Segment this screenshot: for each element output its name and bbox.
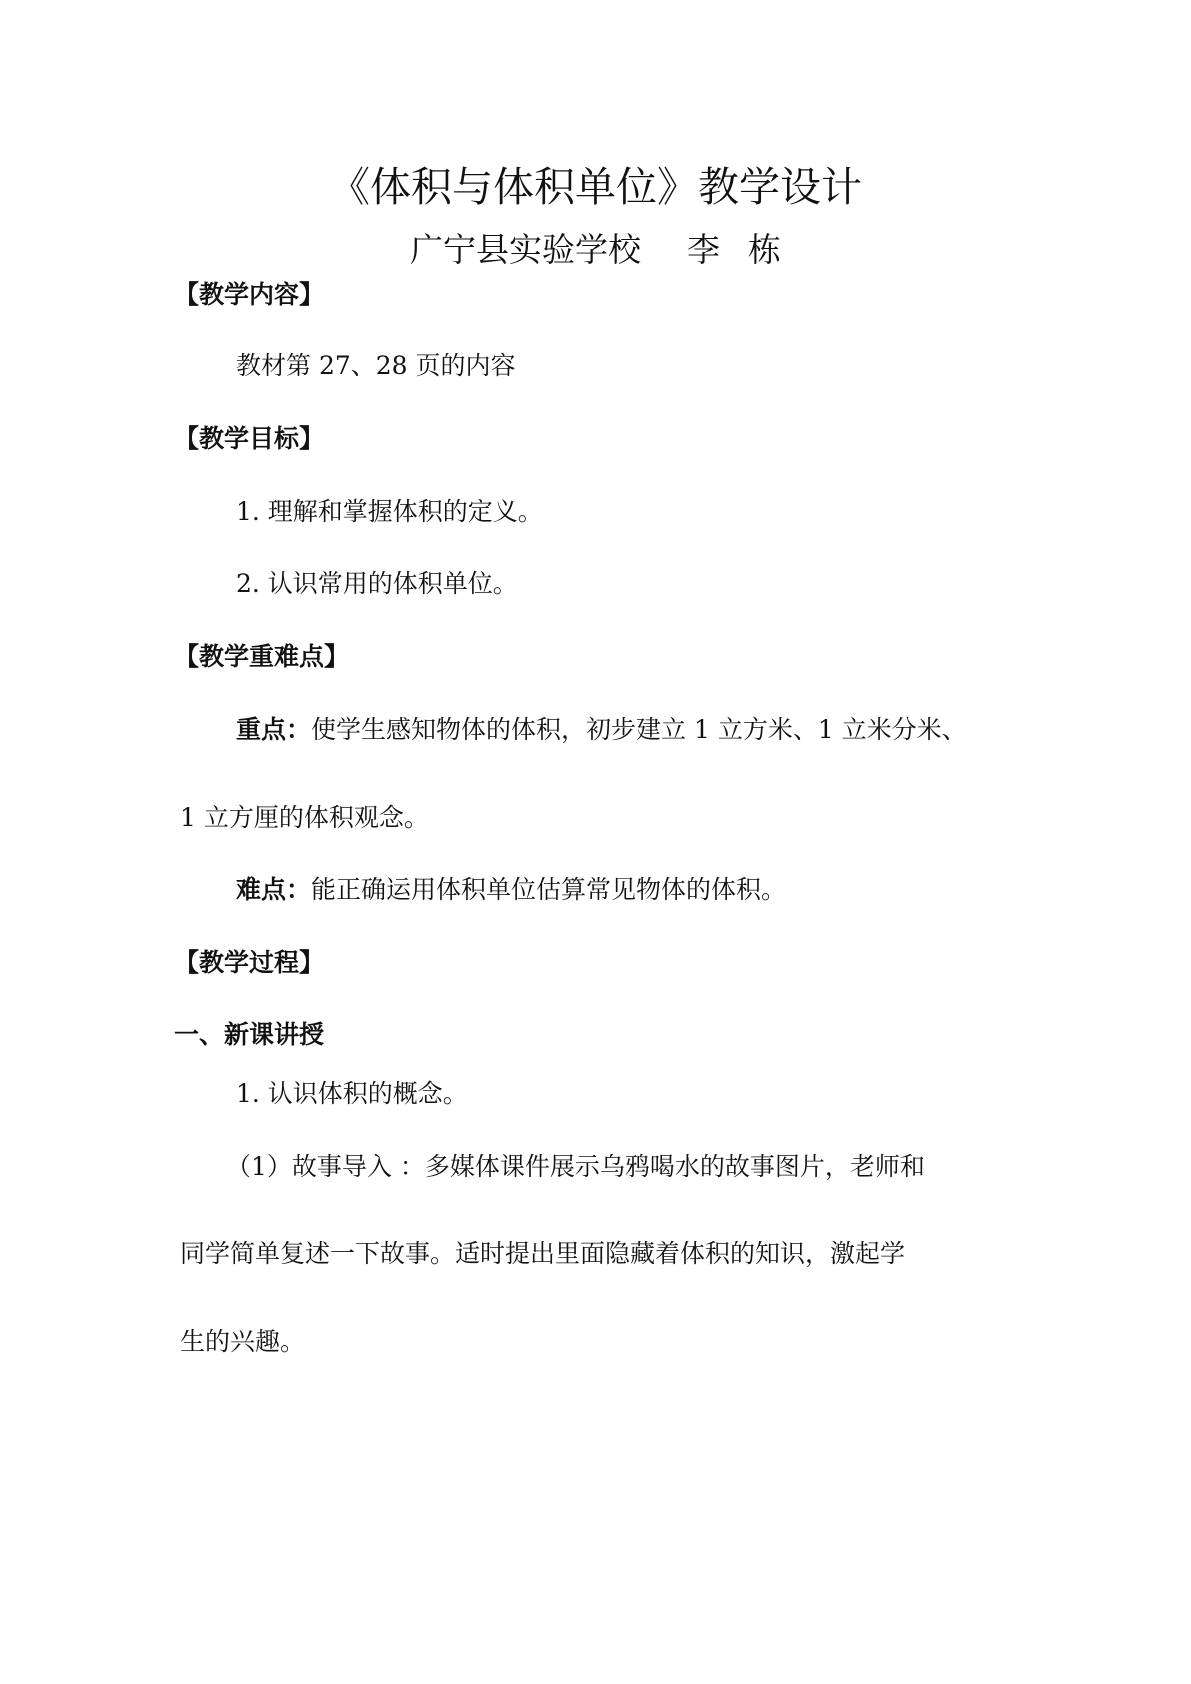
- heading-teaching-process: 【教学过程】: [174, 948, 325, 977]
- key-point-label: 重点：: [236, 715, 312, 744]
- author-line: [0, 230, 1191, 270]
- key-point-line-2: 1 立方厘的体积观念。: [180, 803, 429, 832]
- key-point-text: 使学生感知物体的体积，初步建立 1 立方米、1 立米分米、: [311, 715, 967, 744]
- author-surname: 李: [687, 230, 720, 269]
- heading-teaching-goals: 【教学目标】: [174, 424, 325, 453]
- author-given-name: 栋: [748, 230, 781, 269]
- story-paragraph-line-2: 同学简单复述一下故事。适时提出里面隐藏着体积的知识，激起学: [180, 1239, 906, 1268]
- heading-teaching-content: 【教学内容】: [174, 280, 325, 309]
- story-paragraph-line-1: （1）故事导入 ：多媒体课件展示乌鸦喝水的故事图片，老师和: [226, 1152, 925, 1181]
- step-item-1: 1. 认识体积的概念。: [236, 1079, 468, 1108]
- goal-item-1: 1. 理解和掌握体积的定义。: [236, 497, 543, 526]
- difficulty-label: 难点：: [236, 875, 312, 904]
- goal-item-2: 2. 认识常用的体积单位。: [236, 569, 518, 598]
- author-school: 广宁县实验学校: [410, 230, 641, 269]
- heading-part-one: 一、新课讲授: [174, 1020, 325, 1049]
- key-point-line-1: [236, 714, 967, 746]
- difficulty-line: [236, 874, 786, 906]
- document-title: 《体积与体积单位》教学设计: [329, 163, 862, 211]
- difficulty-text: 能正确运用体积单位估算常见物体的体积。: [311, 875, 787, 904]
- story-paragraph-line-3: 生的兴趣。: [180, 1327, 306, 1356]
- teaching-content-text: 教材第 27、28 页的内容: [236, 351, 516, 380]
- heading-key-points: 【教学重难点】: [174, 642, 350, 671]
